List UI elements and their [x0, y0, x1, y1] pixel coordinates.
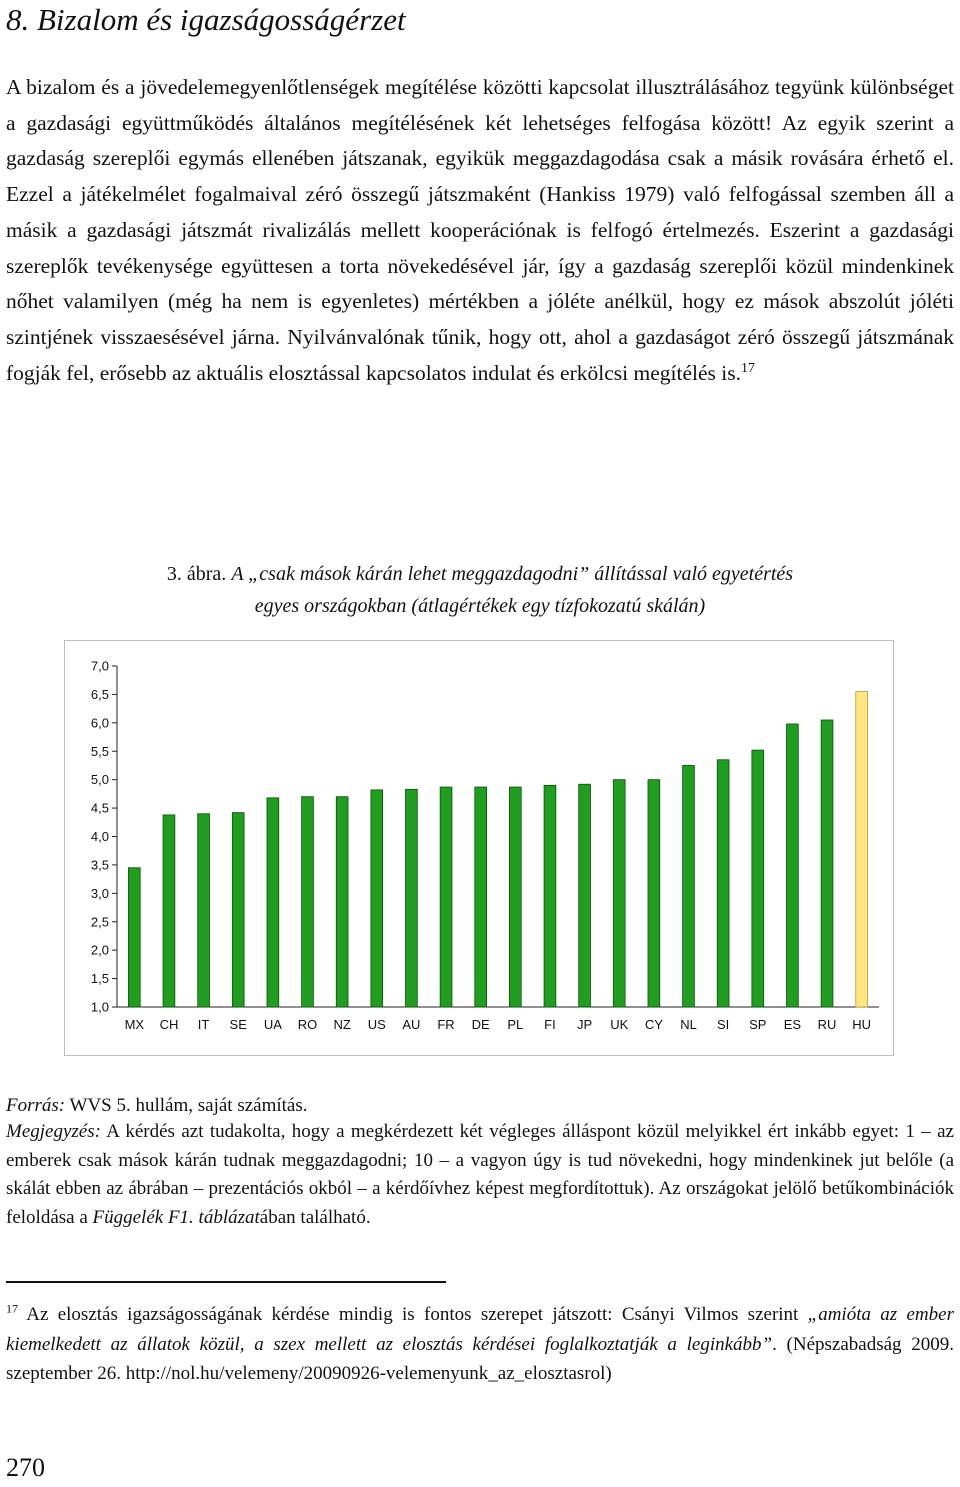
x-tick-label-si: SI: [716, 1017, 730, 1032]
x-tick-label-au: AU: [402, 1017, 421, 1032]
x-tick-label-cy: CY: [644, 1017, 663, 1032]
bar-chart: [65, 641, 893, 1055]
x-tick-label-jp: JP: [577, 1017, 593, 1032]
bar-nz: [336, 797, 348, 1007]
chart-frame: [64, 640, 894, 1056]
y-tick-label: 2,5: [90, 914, 109, 930]
bar-ru: [821, 720, 833, 1007]
x-tick-label-se: SE: [229, 1017, 247, 1032]
y-tick-label: 6,5: [90, 686, 109, 702]
y-tick-label: 4,0: [90, 829, 109, 844]
y-tick-label: 5,5: [90, 743, 109, 759]
y-tick-label: 1,5: [90, 971, 109, 987]
paragraph-text: A bizalom és a jövedelemegyenlőtlenségek megítélése közötti kapcsolat illusztrálásához tegyünk különbséget a gazdasági együttműködés általános megítélésének két lehetséges felfogása között! Az egyik szerint a gazdaság szereplői egymás ellenében játszanak, egyikük meggazdagodása csak a másik rovására érhető el. Ezzel a játékelmélet fogalmaival zéró összegű játszmaként (Hankiss 1979) való felfogással szemben áll a másik a gazdasági játszmát rivalizálás mellett kooperációnak is felfogó értelmezés. Eszerint a gazdasági szereplők tevékenysége együttesen a torta növekedésével jár, így a gazdaság szereplői közül mindenkinek nőhet valamilyen (még ha nem is egyenletes) mértékben a jóléte anélkül, hogy ez mások abszolút jóléti szintjének visszaesésével járna. Nyilvánvalónak tűnik, hogy ott, ahol a gazdaságot zéró összegű játszmának fogják fel, erősebb az aktuális elosztással kapcsolatos indulat és erkölcsi megítélés is.: [6, 75, 954, 385]
bar-cy: [648, 780, 660, 1007]
body-paragraph: [6, 70, 954, 391]
bar-hu: [856, 692, 868, 1007]
figure-caption: [0, 558, 960, 622]
bar-fr: [440, 787, 452, 1007]
x-tick-label-hu: HU: [852, 1017, 872, 1032]
y-tick-label: 2,0: [90, 942, 109, 958]
bars: [128, 692, 867, 1007]
note-paragraph: [6, 1118, 954, 1232]
y-tick-label: 1,0: [90, 999, 109, 1015]
x-tick-label-de: DE: [471, 1017, 490, 1032]
page-number: 270: [6, 1453, 45, 1482]
source-line: [6, 1092, 308, 1120]
footnote: [6, 1300, 954, 1389]
section-heading: 8. Bizalom és igazságosságérzet: [6, 2, 406, 37]
source-label: Forrás:: [6, 1095, 66, 1116]
x-tick-label-es: ES: [783, 1017, 802, 1032]
x-tick-label-us: US: [367, 1017, 386, 1032]
bar-it: [198, 814, 210, 1007]
x-tick-label-ru: RU: [817, 1017, 837, 1032]
bar-pl: [509, 787, 521, 1007]
figure-caption-line1: [0, 558, 960, 590]
note-label: Megjegyzés:: [6, 1121, 101, 1142]
bar-us: [371, 790, 383, 1007]
y-tick-label: 3,5: [90, 857, 109, 873]
footnote-number: 17: [6, 1301, 18, 1316]
bar-fi: [544, 785, 556, 1007]
bar-au: [406, 789, 418, 1007]
footnote-quote: „amióta az ember kiemelkedett az állatok közül, a szex mellett az elosztás kérdései foglalkoztatják a leginkább”: [6, 1304, 954, 1355]
x-tick-label-ch: CH: [159, 1017, 179, 1032]
x-tick-label-sp: SP: [749, 1017, 767, 1032]
y-tick-label: 4,5: [90, 800, 109, 816]
x-tick-label-ua: UA: [263, 1017, 282, 1032]
bar-se: [232, 813, 244, 1007]
footnote-divider: [6, 1281, 446, 1283]
bar-sp: [752, 750, 764, 1007]
y-tick-label: 3,0: [90, 885, 109, 901]
x-tick-label-uk: UK: [610, 1017, 629, 1032]
bar-de: [475, 787, 487, 1007]
bar-mx: [128, 868, 140, 1007]
x-tick-label-pl: PL: [507, 1017, 524, 1032]
footnote-text-1: Az elosztás igazságosságának kérdése mindig is fontos szerepet játszott: Csányi Vilmos szerint: [18, 1304, 808, 1325]
figure-title-line2: egyes országokban (átlagértékek egy tízfokozatú skálán): [254, 595, 706, 617]
footnote-reference[interactable]: 17: [740, 360, 755, 376]
bar-si: [717, 760, 729, 1007]
x-tick-label-it: IT: [197, 1017, 210, 1032]
bar-es: [787, 724, 799, 1007]
bar-uk: [613, 780, 625, 1007]
bar-nl: [683, 765, 695, 1007]
note-text-1: A kérdés azt tudakolta, hogy a megkérdezett két végleges álláspont közül melyikkel ért inkább egyet: 1 – az emberek csak mások kárán tudnak meggazdagodni; 10 – a vagyon úgy is tud növekedni, hogy mindenkinek jut belőle (a skálát ebben az ábrában – prezentációs okból – a kérdőívhez képest megfordítottuk). Az országokat jelölő betűkombinációk feloldása a: [6, 1121, 954, 1228]
bar-ua: [267, 798, 279, 1007]
x-tick-label-mx: MX: [124, 1017, 145, 1032]
y-tick-label: 7,0: [90, 658, 109, 674]
x-tick-label-nz: NZ: [333, 1017, 351, 1032]
bar-ro: [302, 797, 314, 1007]
footnote-text-2: . (Népszabadság 2009. szeptember 26. http://nol.hu/velemeny/20090926-velemenyunk_az_elosztasrol): [6, 1333, 954, 1384]
x-tick-label-nl: NL: [680, 1017, 697, 1032]
x-tick-label-fi: FI: [544, 1017, 556, 1032]
source-text: WVS 5. hullám, saját számítás.: [65, 1095, 308, 1116]
figure-title-line1: A „csak mások kárán lehet meggazdagodni” állítással való egyetértés: [231, 563, 794, 585]
x-axis-labels: [125, 1017, 872, 1032]
figure-label: 3. ábra.: [166, 563, 227, 585]
x-tick-label-ro: RO: [297, 1017, 318, 1032]
y-tick-label: 6,0: [90, 715, 109, 731]
note-text-2: ában található.: [259, 1206, 371, 1228]
note-appendix-ref: Függelék F1. táblázat: [92, 1206, 260, 1228]
bar-ch: [163, 815, 175, 1007]
y-tick-label: 5,0: [90, 772, 109, 788]
x-tick-label-fr: FR: [437, 1017, 455, 1032]
bar-jp: [579, 784, 591, 1007]
